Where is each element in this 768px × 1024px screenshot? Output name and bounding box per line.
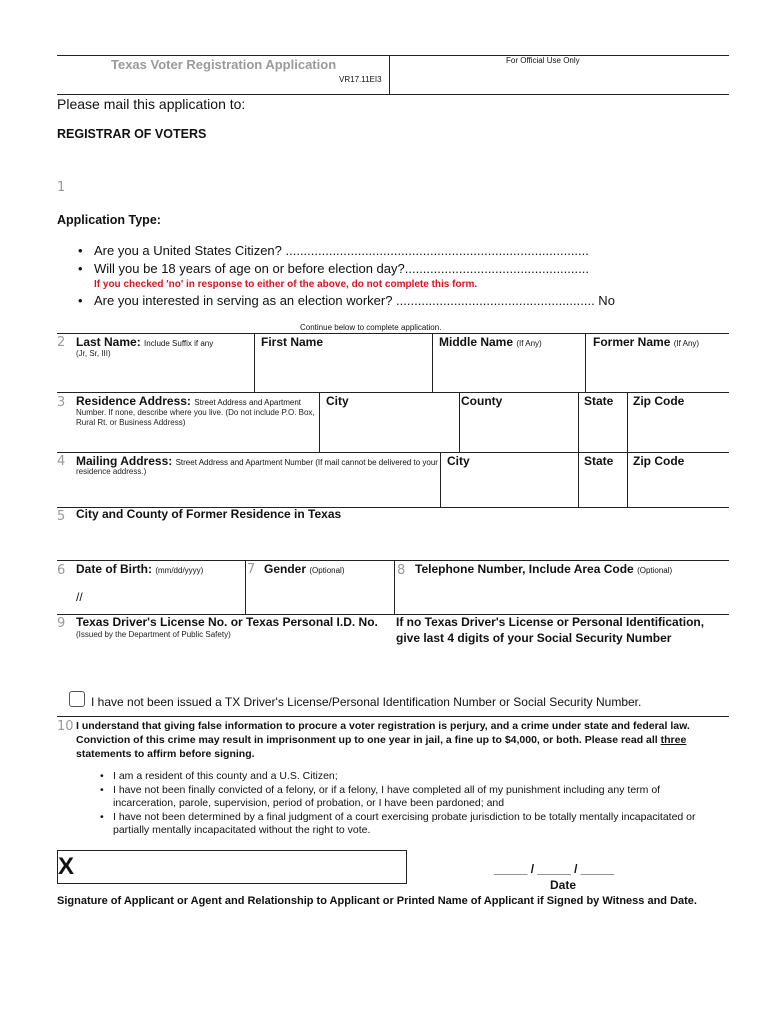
mailing-zip-label: Zip Code <box>633 454 685 468</box>
residence-address-note: Number. If none, describe where you live. (Do not include P.O. Box, Rural Rt. or Business Address) <box>76 408 315 427</box>
middle-name-label: Middle Name (If Any) <box>439 335 542 349</box>
date-of-birth-label: Date of Birth: (mm/dd/yyyy) <box>76 562 204 576</box>
mailing-state-label: State <box>584 454 614 468</box>
signature-box[interactable] <box>57 850 407 884</box>
section-number-9: 9 <box>57 616 66 631</box>
section-number-8: 8 <box>397 563 406 578</box>
mailing-address-note: residence address.) <box>76 467 147 476</box>
no-id-checkbox-label: I have not been issued a TX Driver's License/Personal Identification Number or Social Security Number. <box>91 695 642 709</box>
continue-note: Continue below to complete application. <box>300 323 442 332</box>
header-bottom-rule <box>57 94 729 95</box>
section-number-2: 2 <box>57 335 66 350</box>
last-name-label: Last Name: Include Suffix if any <box>76 335 214 349</box>
eligibility-warning: If you checked 'no' in response to either of the above, do not complete this form. <box>94 279 478 290</box>
residence-state-label: State <box>584 394 614 408</box>
section-number-5: 5 <box>57 509 66 524</box>
drivers-license-label: Texas Driver's License No. or Texas Personal I.D. No. <box>76 615 378 629</box>
section-number-4: 4 <box>57 454 66 469</box>
registrar-heading: REGISTRAR OF VOTERS <box>57 127 207 141</box>
former-residence-label: City and County of Former Residence in Texas <box>76 507 342 521</box>
perjury-statement: I understand that giving false information to procure a voter registration is perjury, and a crime under state and federal law. Conviction of this crime may result in imprisonment up to one year in jail, a fine up to $4,000, or both. Please read all three statements to affirm before signing. <box>76 720 690 760</box>
affirmation-list <box>100 770 720 838</box>
date-blank[interactable]: _____ / _____ / _____ <box>494 862 615 876</box>
ssn-alt-line-2: give last 4 digits of your Social Security Number <box>396 631 672 645</box>
ssn-alt-line-1: If no Texas Driver's License or Personal Identification, <box>396 615 705 629</box>
residence-address-label: Residence Address: Street Address and Apartment <box>76 394 302 408</box>
residence-zip-label: Zip Code <box>633 394 685 408</box>
application-type-heading: Application Type: <box>57 213 161 227</box>
section-number-7: 7 <box>247 562 256 577</box>
telephone-label: Telephone Number, Include Area Code (Optional) <box>415 562 673 576</box>
no-id-checkbox[interactable] <box>69 691 85 707</box>
form-code: VR17.11EI3 <box>339 75 382 84</box>
form-title: Texas Voter Registration Application <box>111 57 337 72</box>
mailing-city-label: City <box>447 454 470 468</box>
affirmation-resident: • I am a resident of this county and a U.S. Citizen; <box>100 770 338 782</box>
section-number-1: 1 <box>57 180 66 195</box>
section-2-bottom-rule <box>57 392 729 393</box>
section-2-top-rule <box>57 333 729 334</box>
signature-caption: Signature of Applicant or Agent and Relationship to Applicant or Printed Name of Applicant if Signed by Witness and Date. <box>57 895 697 907</box>
residence-city-label: City <box>326 394 349 408</box>
section-number-6: 6 <box>57 563 66 578</box>
question-age: • Will you be 18 years of age on or before election day?................................................... <box>78 261 589 276</box>
last-name-suffix-note: (Jr, Sr, III) <box>76 349 111 358</box>
section-number-10: 10 <box>57 719 74 734</box>
affirmation-mental-capacity: • I have not been determined by a final judgment of a court exercising probate jurisdiction to be totally mentally incapacitated or partially mentally incapacitated without the right to vote. <box>100 810 696 836</box>
signature-x-mark: X <box>58 853 75 880</box>
mail-to-text: Please mail this application to: <box>57 96 246 112</box>
header-top-rule <box>57 55 729 56</box>
question-citizen: • Are you a United States Citizen? .................................................................................... <box>78 243 589 258</box>
section-3-bottom-rule <box>57 452 729 453</box>
official-use-label: For Official Use Only <box>506 56 580 65</box>
date-of-birth-slashes: // <box>76 590 83 604</box>
residence-county-label: County <box>461 394 503 408</box>
former-name-label: Former Name (If Any) <box>593 335 700 349</box>
section-6-top-rule <box>57 560 729 561</box>
eligibility-questions <box>78 242 738 310</box>
header-divider <box>389 55 390 95</box>
first-name-label: First Name <box>261 335 324 349</box>
section-number-3: 3 <box>57 395 66 410</box>
gender-label: Gender (Optional) <box>264 562 345 576</box>
question-election-worker: • Are you interested in serving as an election worker? ....................................................... No <box>78 293 615 308</box>
drivers-license-note: (Issued by the Department of Public Safety) <box>76 630 231 639</box>
section-10-top-rule <box>57 716 729 717</box>
mailing-address-label: Mailing Address: Street Address and Apartment Number (If mail cannot be delivered to your <box>76 454 438 468</box>
date-label: Date <box>550 878 577 892</box>
affirmation-felony: • I have not been finally convicted of a felony, or if a felony, I have completed all of my punishment including any term of incarceration, parole, supervision, period of probation, or I have been pardoned; and <box>100 783 661 809</box>
